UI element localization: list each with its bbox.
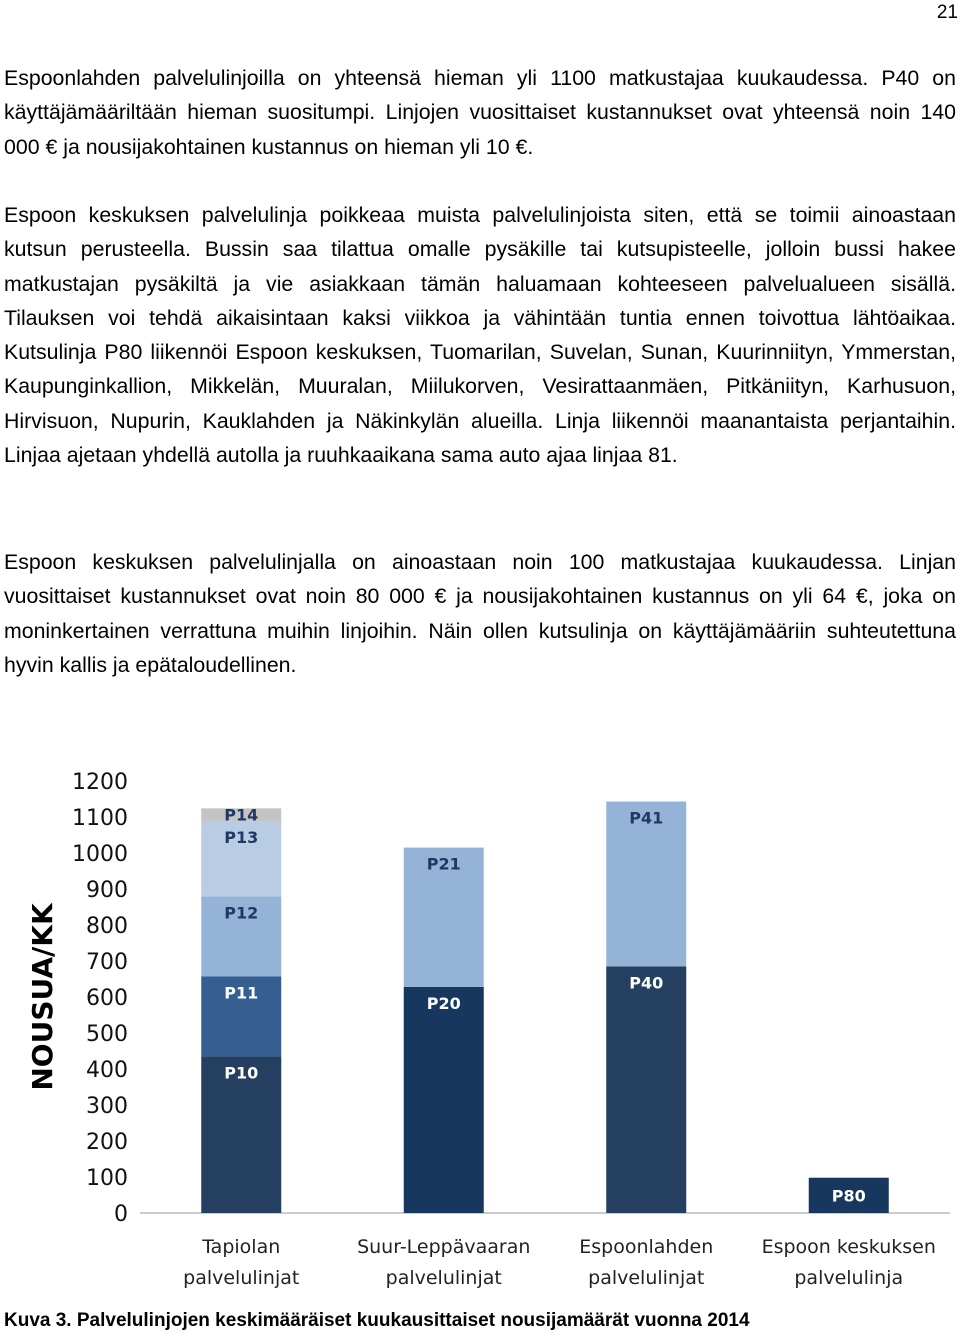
segment-label-p41: P41 — [629, 808, 664, 828]
x-category-label: Espoonlahden — [579, 1236, 714, 1258]
y-tick-label: 900 — [86, 878, 128, 903]
bar-segment-p40 — [606, 966, 686, 1213]
segment-label-p21: P21 — [426, 854, 461, 874]
segment-label-p20: P20 — [426, 993, 461, 1013]
y-tick-label: 500 — [86, 1022, 128, 1047]
x-category-label: palvelulinjat — [183, 1267, 300, 1289]
y-tick-label: 200 — [86, 1130, 128, 1155]
x-category-label: Espoon keskuksen — [761, 1236, 936, 1258]
segment-label-p14: P14 — [224, 805, 259, 825]
x-category-label: Tapiolan — [202, 1236, 281, 1258]
y-tick-label: 1000 — [72, 842, 128, 867]
y-tick-label: 700 — [86, 950, 128, 975]
y-tick-label: 600 — [86, 986, 128, 1011]
paragraph-espoon-keskus-kutsulinja: Espoon keskuksen palvelulinja poikkeaa muista palvelulinjoista siten, että se toimii ainoastaan kutsun perusteella. Bussin saa tilattua omalle pysäkille tai kutsupisteelle, jolloin bussi hakee matkustajan pysäkiltä ja vie asiakkaan tämän haluamaan kohteeseen palvelualueen sisällä. Tilauksen voi tehdä aikaisintaan kaksi viikkoa ja vähintään tuntia ennen toivottua lähtöaikaa. Kutsulinja P80 liikennöi Espoon keskuksen, Tuomarilan, Suvelan, Sunan, Kuurinniityn, Ymmerstan, Kaupunginkallion, Mikkelän, Muuralan, Miilukorven, Vesirattaanmäen, Pitkäniityn, Karhusuon, Hirvisuon, Nupurin, Kauklahden ja Näkinkylän alueilla. Linja liikennöi maanantaista perjantaihin. Linjaa ajetaan yhdellä autolla ja ruuhkaaikana sama auto ajaa linjaa 81. — [4, 203, 956, 468]
segment-label-p13: P13 — [224, 827, 259, 847]
x-category-label: palvelulinja — [794, 1267, 904, 1289]
y-tick-label: 100 — [86, 1166, 128, 1191]
segment-label-p12: P12 — [224, 903, 259, 923]
boardings-stacked-bar-chart — [0, 745, 960, 1305]
bar-segment-p20 — [404, 987, 484, 1213]
y-tick-label: 800 — [86, 914, 128, 939]
paragraph-espoonlahti: Espoonlahden palvelulinjoilla on yhteensä hieman yli 1100 matkustajaa kuukaudessa. P40 on käyttäjämääriltään hieman suositumpi. Linjojen vuosittaiset kustannukset ovat yhteensä noin 140 000 € ja nousijakohtainen kustannus on hieman yli 10 €. — [4, 66, 956, 159]
y-tick-label: 400 — [86, 1058, 128, 1083]
figure-caption: Kuva 3. Palvelulinjojen keskimääräiset kuukausittaiset nousijamäärät vuonna 2014 — [4, 1310, 750, 1331]
y-tick-label: 300 — [86, 1094, 128, 1119]
x-category-label: palvelulinjat — [588, 1267, 705, 1289]
page-number: 21 — [936, 2, 958, 23]
y-tick-label: 0 — [114, 1202, 128, 1227]
y-tick-label: 1100 — [72, 806, 128, 831]
segment-label-p10: P10 — [224, 1063, 259, 1083]
segment-label-p80: P80 — [831, 1186, 866, 1206]
y-axis-title: NOUSUA/KK — [26, 903, 59, 1091]
x-category-label: Suur-Leppävaaran — [357, 1236, 531, 1258]
x-category-label: palvelulinjat — [385, 1267, 502, 1289]
segment-label-p11: P11 — [224, 983, 259, 1003]
segment-label-p40: P40 — [629, 973, 664, 993]
y-tick-label: 1200 — [72, 770, 128, 795]
paragraph-espoon-keskus-costs: Espoon keskuksen palvelulinjalla on ainoastaan noin 100 matkustajaa kuukaudessa. Linjan vuosittaiset kustannukset ovat noin 80 000 € ja nousijakohtainen kustannus on yli 64 €, joka on moninkertainen verrattuna muihin linjoihin. Näin ollen kutsulinja on käyttäjämääriin suhteutettuna hyvin kallis ja epätaloudellinen. — [4, 550, 956, 677]
